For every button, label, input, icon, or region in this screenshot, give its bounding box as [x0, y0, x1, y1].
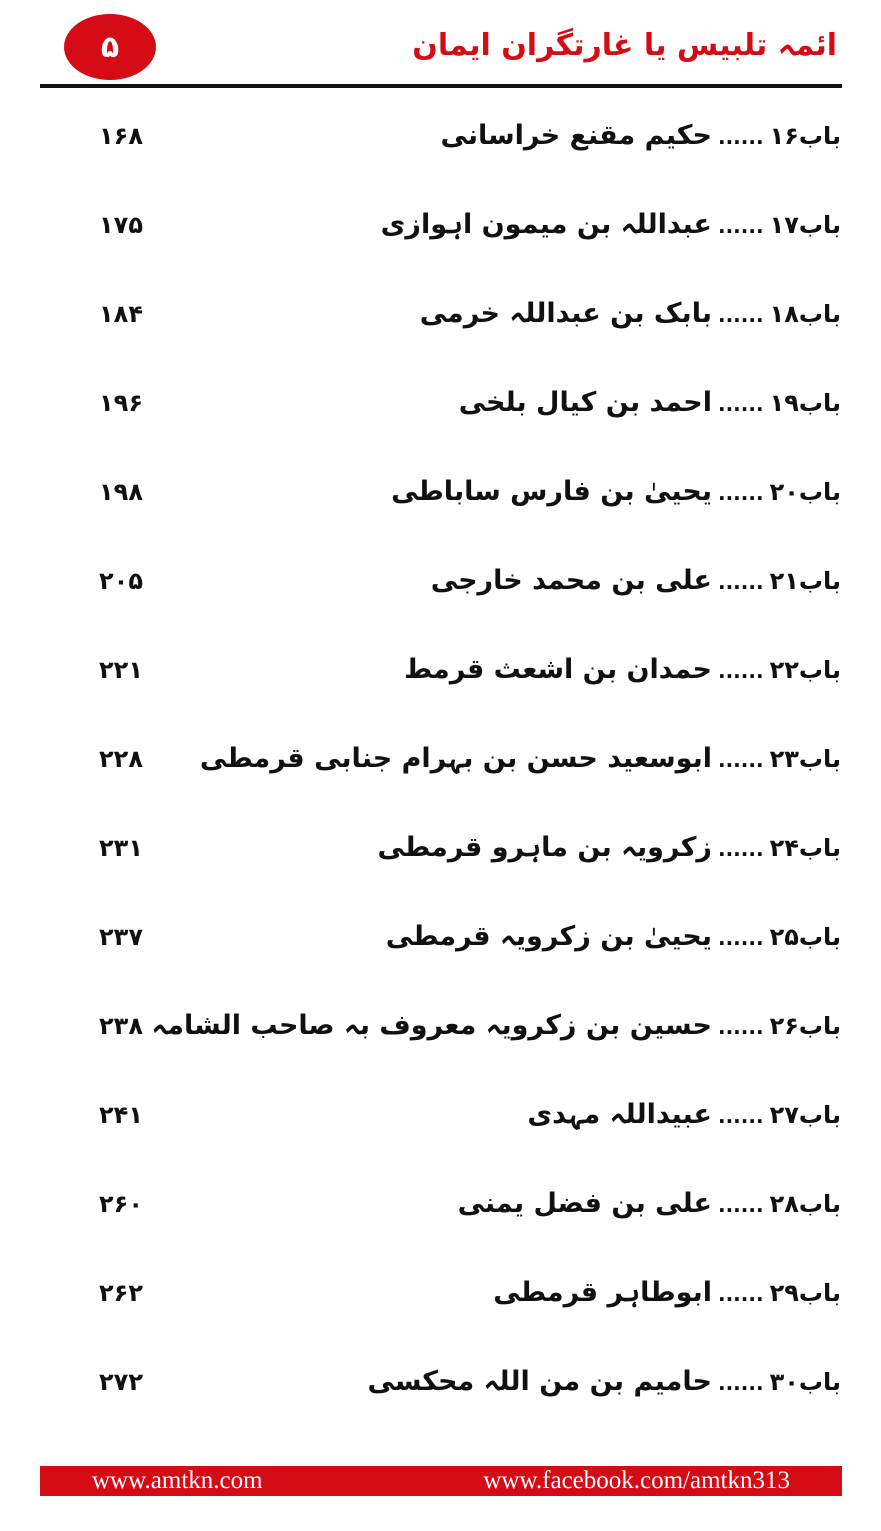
chapter-label: باب۱۹ — [769, 389, 841, 417]
page-number: ۲۶۰ — [99, 1190, 143, 1218]
website-link[interactable]: www.amtkn.com — [92, 1467, 263, 1494]
leader-dots: ...... — [717, 481, 764, 505]
toc-row — [0, 1091, 881, 1151]
chapter-label: باب۱۶ — [769, 122, 841, 150]
toc-row — [0, 201, 881, 261]
page-number: ۲۶۲ — [99, 1279, 143, 1307]
book-title: ائمہ تلبیس یا غارتگران ایمان — [412, 28, 837, 63]
leader-dots: ...... — [717, 926, 764, 950]
page-number: ۲۲۱ — [99, 656, 143, 684]
chapter-title: علی بن محمد خارجی — [430, 565, 712, 596]
chapter-title: یحییٰ بن زکرویہ قرمطی — [385, 921, 712, 952]
toc-entry — [381, 209, 841, 240]
leader-dots: ...... — [717, 1193, 764, 1217]
page-number: ۱۶۸ — [99, 122, 143, 150]
page-number-badge: ۵ — [64, 14, 156, 80]
chapter-label: باب۱۸ — [769, 300, 841, 328]
chapter-label: باب۲۷ — [769, 1101, 841, 1129]
leader-dots: ...... — [717, 748, 764, 772]
header-divider — [40, 84, 842, 88]
page-number: ۲۳۱ — [99, 834, 143, 862]
leader-dots: ...... — [717, 392, 764, 416]
leader-dots: ...... — [717, 303, 764, 327]
toc-entry — [493, 1277, 841, 1308]
toc-entry — [200, 743, 841, 774]
toc-entry — [458, 1188, 841, 1219]
chapter-title: زکرویہ بن ماہرو قرمطی — [377, 832, 712, 863]
chapter-title: ابوسعید حسن بن بہرام جنابی قرمطی — [199, 743, 712, 774]
page-number: ۲۳۷ — [99, 923, 143, 951]
toc-entry — [386, 921, 841, 952]
toc-entry — [404, 654, 841, 685]
facebook-link[interactable]: www.facebook.com/amtkn313 — [483, 1467, 790, 1494]
table-of-contents — [0, 90, 881, 1440]
toc-entry — [441, 120, 841, 151]
chapter-label: باب۲۲ — [769, 656, 841, 684]
leader-dots: ...... — [717, 1371, 764, 1395]
chapter-title: ابوطاہر قرمطی — [493, 1277, 712, 1308]
toc-row — [0, 557, 881, 617]
page-number: ۱۸۴ — [99, 300, 143, 328]
chapter-label: باب۲۶ — [769, 1012, 841, 1040]
toc-row — [0, 913, 881, 973]
page-header — [0, 0, 881, 90]
page-number: ۲۷۲ — [99, 1368, 143, 1396]
page-number: ۲۳۸ — [99, 1012, 143, 1040]
page-number: ۱۷۵ — [99, 211, 143, 239]
chapter-label: باب۲۰ — [769, 478, 841, 506]
toc-row — [0, 646, 881, 706]
chapter-label: باب۳۰ — [769, 1368, 841, 1396]
chapter-label: باب۲۴ — [769, 834, 841, 862]
chapter-title: حسین بن زکرویہ معروف بہ صاحب الشامہ — [151, 1010, 712, 1041]
leader-dots: ...... — [717, 1104, 764, 1128]
leader-dots: ...... — [717, 1282, 764, 1306]
toc-row — [0, 468, 881, 528]
toc-entry — [459, 387, 841, 418]
chapter-label: باب۲۵ — [769, 923, 841, 951]
toc-row — [0, 1002, 881, 1062]
toc-entry — [377, 832, 841, 863]
page-number: ۲۰۵ — [99, 567, 143, 595]
leader-dots: ...... — [717, 1015, 764, 1039]
toc-entry — [431, 565, 841, 596]
toc-row — [0, 1180, 881, 1240]
page-number: ۱۹۶ — [99, 389, 143, 417]
toc-entry — [527, 1099, 841, 1130]
chapter-title: حمدان بن اشعث قرمط — [404, 654, 712, 685]
toc-row — [0, 379, 881, 439]
toc-entry — [420, 298, 841, 329]
toc-row — [0, 290, 881, 350]
chapter-label: باب۲۳ — [769, 745, 841, 773]
page-number: ۲۲۸ — [99, 745, 143, 773]
chapter-title: یحییٰ بن فارس ساباطی — [391, 476, 712, 507]
chapter-label: باب۲۸ — [769, 1190, 841, 1218]
page-number: ۲۴۱ — [99, 1101, 143, 1129]
chapter-label: باب۲۹ — [769, 1279, 841, 1307]
leader-dots: ...... — [717, 214, 764, 238]
leader-dots: ...... — [717, 659, 764, 683]
chapter-title: حکیم مقنع خراسانی — [440, 120, 712, 151]
toc-row — [0, 1269, 881, 1329]
toc-row — [0, 824, 881, 884]
toc-entry — [151, 1010, 841, 1041]
chapter-title: عبیداللہ مہدی — [527, 1099, 712, 1130]
chapter-title: علی بن فضل یمنی — [457, 1188, 712, 1219]
chapter-title: بابک بن عبداللہ خرمی — [419, 298, 712, 329]
page-number: ۱۹۸ — [99, 478, 143, 506]
page-footer — [40, 1466, 842, 1496]
toc-row — [0, 735, 881, 795]
toc-entry — [368, 1366, 842, 1397]
toc-row — [0, 1358, 881, 1418]
toc-entry — [391, 476, 841, 507]
chapter-title: احمد بن کیال بلخی — [458, 387, 712, 418]
chapter-label: باب۲۱ — [769, 567, 841, 595]
chapter-label: باب۱۷ — [769, 211, 841, 239]
toc-row — [0, 112, 881, 172]
chapter-title: عبداللہ بن میمون اہوازی — [380, 209, 712, 240]
leader-dots: ...... — [717, 837, 764, 861]
leader-dots: ...... — [717, 570, 764, 594]
chapter-title: حامیم بن من اللہ محکسی — [367, 1366, 712, 1397]
leader-dots: ...... — [717, 125, 764, 149]
